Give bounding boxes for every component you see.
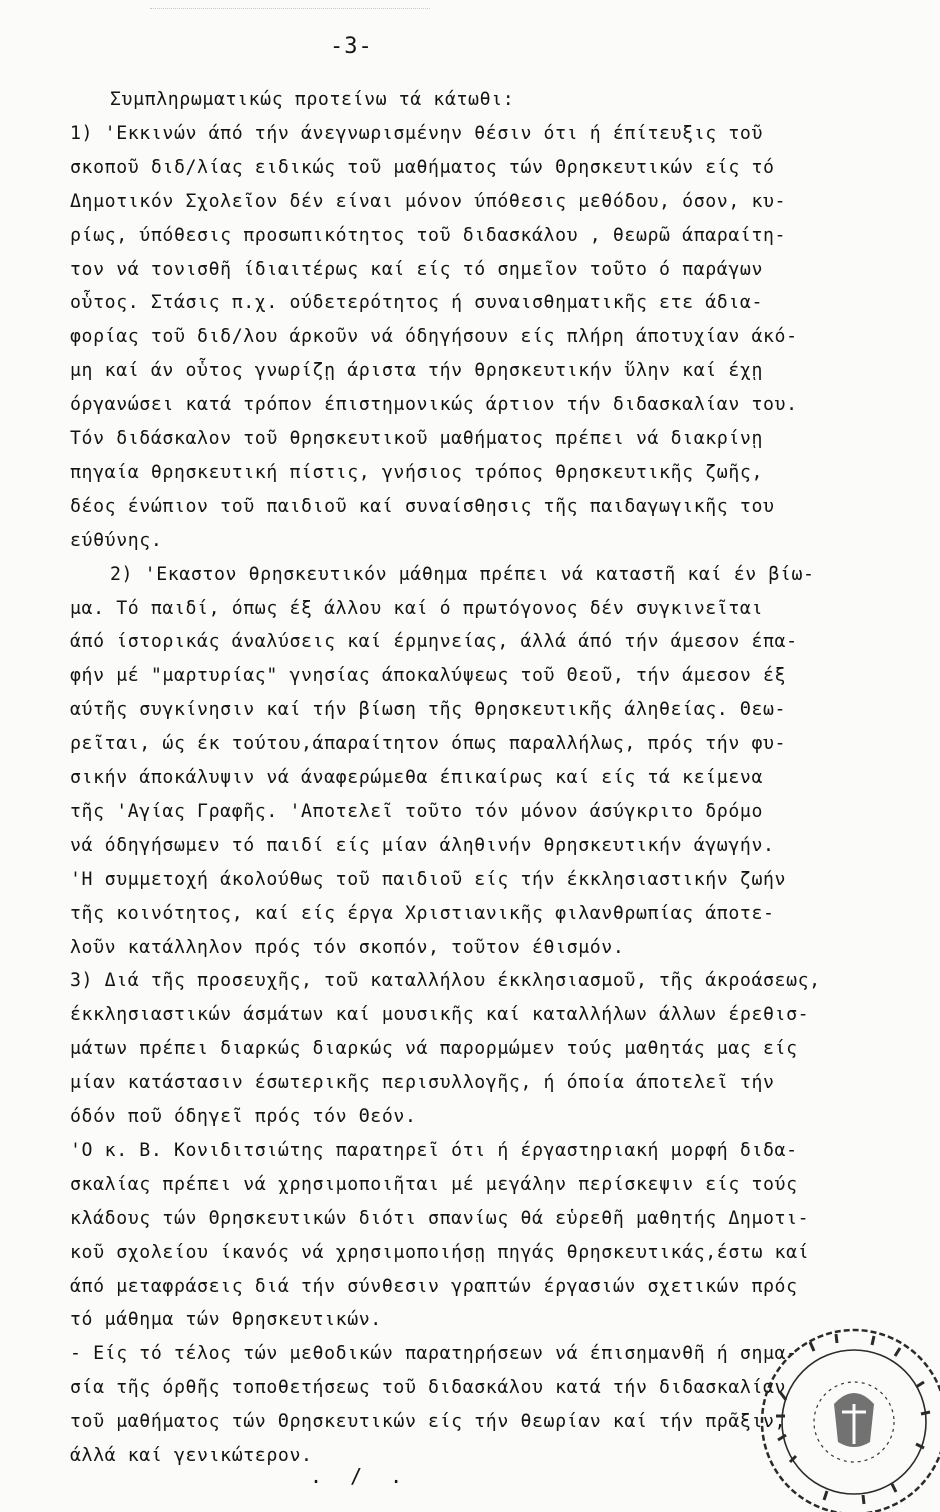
- text-line: οὗτος. Στάσις π.χ. ούδετερότητος ή συναισθηματικῆς ετε άδια-: [70, 292, 763, 314]
- text-line: όργανώσει κατά τρόπον έπιστημονικώς άρτιον τήν διδασκαλίαν του.: [70, 394, 798, 416]
- text-line: Δημοτικόν Σχολεῖον δέν είναι μόνον ύπόθεσις μεθόδου, όσον, κυ-: [70, 190, 787, 212]
- text-line: 3) Διά τῆς προσευχῆς, τοῦ καταλλήλου έκκλησιασμοῦ, τῆς άκροάσεως,: [70, 970, 821, 992]
- page-number: -3-: [330, 34, 373, 59]
- text-line: τό μάθημα τών θρησκευτικών.: [70, 1309, 382, 1331]
- text-line: άπό μεταφράσεις διά τήν σύνθεσιν γραπτών έργασιών σχετικών πρός: [70, 1275, 798, 1297]
- text-line: Τόν διδάσκαλον τοῦ θρησκευτικοῦ μαθήματος πρέπει νά διακρίνῃ: [70, 428, 763, 449]
- text-line: αύτῆς συγκίνησιν καί τήν βίωση τῆς θρησκευτικῆς άληθείας. Θεω-: [70, 699, 787, 721]
- text-line: τῆς κοινότητος, καί είς έργα Χριστιανικῆς φιλανθρωπίας άποτε-: [70, 902, 775, 924]
- text-line: νά όδηγήσωμεν τό παιδί είς μίαν άληθινήν θρησκευτικήν άγωγήν.: [70, 834, 775, 856]
- text-line: τοῦ μαθήματος τών Θρησκευτικών είς τήν θεωρίαν καί τήν πρᾶξιν,: [70, 1411, 787, 1433]
- text-line: φορίας τοῦ διδ/λου άρκοῦν νά όδηγήσουν είς πλήρη άποτυχίαν άκό-: [70, 326, 798, 348]
- text-line: μάτων πρέπει διαρκώς διαρκώς νά παρορμώμεν τούς μαθητάς μας είς: [70, 1038, 798, 1060]
- end-mark: . / .: [310, 1464, 411, 1488]
- text-line: 'Ο κ. Β. Κονιδιτσιώτης παρατηρεῖ ότι ή έργαστηριακή μορφή διδα-: [70, 1139, 798, 1161]
- text-line: σικήν άποκάλυψιν νά άναφερώμεθα έπικαίρως καί είς τά κείμενα: [70, 767, 763, 788]
- text-line: σκαλίας πρέπει νά χρησιμοποιῆται μέ μεγάλην περίσκεψιν είς τούς: [70, 1173, 798, 1195]
- text-line: σκοποῦ διδ/λίας ειδικώς τοῦ μαθήματος τών Θρησκευτικών είς τό: [70, 156, 775, 178]
- text-line: λοῦν κατάλληλον πρός τόν σκοπόν, τοῦτον έθισμόν.: [70, 936, 625, 958]
- text-line: σία τῆς όρθῆς τοποθετήσεως τοῦ διδασκάλου κατά τήν διδασκαλίαν: [70, 1377, 787, 1399]
- text-line: 1) 'Εκκινών άπό τήν άνεγνωρισμένην θέσιν ότι ή έπίτευξις τοῦ: [70, 122, 763, 144]
- text-line: 2) 'Εκαστον θρησκευτικόν μάθημα πρέπει νά καταστῆ καί έν βίω-: [110, 563, 815, 585]
- text-line: εύθύνης.: [70, 529, 163, 551]
- text-line: 'Η συμμετοχή άκολούθως τοῦ παιδιοῦ είς τήν έκκλησιαστικήν ζωήν: [70, 868, 787, 890]
- text-line: μη καί άν οὗτος γνωρίζῃ άριστα τήν θρησκευτικήν ὕλην καί έχῃ: [70, 360, 763, 382]
- text-line: ρεῖται, ώς έκ τούτου,άπαραίτητον όπως παραλλήλως, πρός τήν φυ-: [70, 733, 787, 755]
- text-line: όδόν ποῦ όδηγεῖ πρός τόν Θεόν.: [70, 1106, 417, 1127]
- text-line: δέος ένώπιον τοῦ παιδιοῦ καί συναίσθησις τῆς παιδαγωγικῆς του: [70, 495, 775, 517]
- text-line: Συμπληρωματικώς προτείνω τά κάτωθι:: [110, 89, 515, 110]
- text-line: άλλά καί γενικώτερον.: [70, 1445, 313, 1466]
- text-line: έκκλησιαστικών άσμάτων καί μουσικῆς καί καταλλήλων άλλων έρεθισ-: [70, 1004, 810, 1026]
- faint-bleed-through: [150, 8, 430, 19]
- text-line: ρίως, ύπόθεσις προσωπικότητος τοῦ διδασκάλου , θεωρῶ άπαραίτη-: [70, 224, 787, 246]
- text-line: τον νά τονισθῆ ίδιαιτέρως καί είς τό σημεῖον τοῦτο ό παράγων: [70, 258, 763, 280]
- text-line: κοῦ σχολείου ίκανός νά χρησιμοποιήσῃ πηγάς θρησκευτικάς,έστω καί: [70, 1241, 810, 1263]
- text-line: άπό ίστορικάς άναλύσεις καί έρμηνείας, άλλά άπό τήν άμεσον έπα-: [70, 631, 798, 653]
- text-line: φήν μέ "μαρτυρίας" γνησίας άποκαλύψεως τοῦ Θεοῦ, τήν άμεσον έξ: [70, 665, 787, 687]
- text-line: μίαν κατάστασιν έσωτερικῆς περισυλλογῆς, ή όποία άποτελεῖ τήν: [70, 1072, 775, 1094]
- text-line: μα. Τό παιδί, όπως έξ άλλου καί ό πρωτόγονος δέν συγκινεῖται: [70, 597, 763, 619]
- text-line: τῆς 'Αγίας Γραφῆς. 'Αποτελεῖ τοῦτο τόν μόνον άσύγκριτο δρόμο: [70, 800, 763, 822]
- text-line: - Είς τό τέλος τών μεθοδικών παρατηρήσεων νά έπισημανθῆ ή σημα-: [70, 1343, 798, 1365]
- round-stamp-seal: [724, 1312, 940, 1512]
- text-line: πηγαία θρησκευτική πίστις, γνήσιος τρόπος θρησκευτικῆς ζωῆς,: [70, 461, 763, 483]
- text-line: κλάδους τών Θρησκευτικών διότι σπανίως θά εὑρεθῆ μαθητής Δημοτι-: [70, 1207, 810, 1229]
